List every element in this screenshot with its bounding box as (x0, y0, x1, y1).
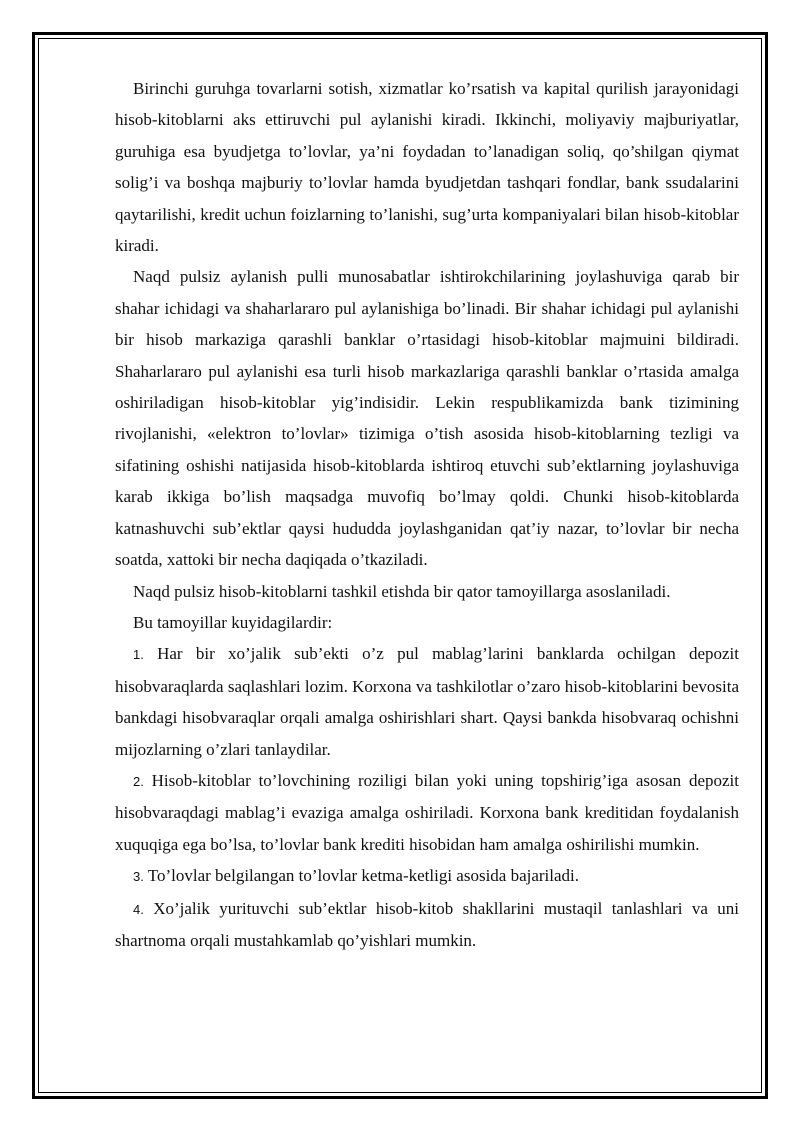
list-item-text: Xo’jalik yurituvchi sub’ektlar hisob-kitob shakllarini mustaqil tanlashlari va uni shartnoma orqali mustahkamlab qo’yishlari mumkin. (115, 898, 740, 950)
list-item-text: To’lovlar belgilangan to’lovlar ketma-ketligi asosida bajariladi. (147, 866, 580, 886)
paragraph-text: Naqd pulsiz hisob-kitoblarni tashkil etishda bir qator tamoyillarga asoslaniladi. (133, 581, 671, 601)
paragraph-1 (115, 73, 739, 261)
list-item-1 (115, 638, 739, 765)
list-item-number: 1. (133, 647, 144, 663)
document-body (115, 73, 739, 956)
paragraph-text: Naqd pulsiz aylanish pulli munosabatlar ishtirokchilarining joylashuviga qarab bir shahar ichidagi va shaharlararo pul aylanishiga bo’linadi. Bir shahar ichidagi pul aylanishi bir hisob markaziga qarashli banklar o’rtasidagi hisob-kitoblar majmuini bildiradi. Shaharlararo pul aylanishi esa turli hisob markazlariga qarashli banklar o’rtasida amalga oshiriladigan hisob-kitoblar yig’indisidir. Lekin respublikamizda bank tizimining rivojlanishi, «elektron to’lovlar» tizimiga o’tish asosida hisob-kitoblarning tezligi va sifatining oshishi natijasida hisob-kitoblarda ishtiroq etuvchi sub’ektlarning joylashuviga karab ikkiga bo’lish maqsadga muvofiq bo’lmay qoldi. Chunki hisob-kitoblarda katnashuvchi sub’ektlar qaysi hududda joylashganidan qat’iy nazar, to’lovlar bir necha soatda, xattoki bir necha daqiqada o’tkaziladi. (115, 267, 739, 570)
paragraph-2 (115, 261, 739, 575)
paragraph-4 (115, 607, 739, 638)
list-item-number: 2. (133, 773, 144, 789)
list-item-2 (115, 765, 739, 860)
list-item-text: Hisob-kitoblar to’lovchining roziligi bilan yoki uning topshirig’iga asosan depozit hisobvaraqdagi mablag’i evaziga amalga oshiriladi. Korxona bank kreditidan foydalanish xuquqiga ega bo’lsa, to’lovlar bank krediti hisobidan ham amalga oshirilishi mumkin. (115, 770, 739, 854)
list-item-number: 4. (133, 901, 144, 917)
list-item-4 (115, 893, 739, 957)
list-item-3 (115, 860, 739, 892)
paragraph-3 (115, 576, 739, 607)
paragraph-text: Bu tamoyillar kuyidagilardir: (133, 612, 333, 632)
list-item-number: 3. (133, 869, 144, 885)
paragraph-text: Birinchi guruhga tovarlarni sotish, xizmatlar ko’rsatish va kapital qurilish jarayonidagi hisob-kitoblarni aks ettiruvchi pul aylanishi kiradi. Ikkinchi, moliyaviy majburiyatlar, guruhiga esa byudjetga to’lovlar, ya’ni foydadan to’lanadigan soliq, qo’shilgan qiymat solig’i va boshqa majburiy to’lovlar hamda byudjetdan tashqari fondlar, bank ssudalarini qaytarilishi, kredit uchun foizlarning to’lanishi, sug’urta kompaniyalari bilan hisob-kitoblar kiradi. (115, 79, 739, 256)
list-item-text: Har bir xo’jalik sub’ekti o’z pul mablag’larini banklarda ochilgan depozit hisobvaraqlarda saqlashlari lozim. Korxona va tashkilotlar o’zaro hisob-kitoblarini bevosita bankdagi hisobvaraqlar orqali amalga oshirishlari shart. Qaysi bankda hisobvaraq ochishni mijozlarning o’zlari tanlaydilar. (115, 644, 739, 759)
